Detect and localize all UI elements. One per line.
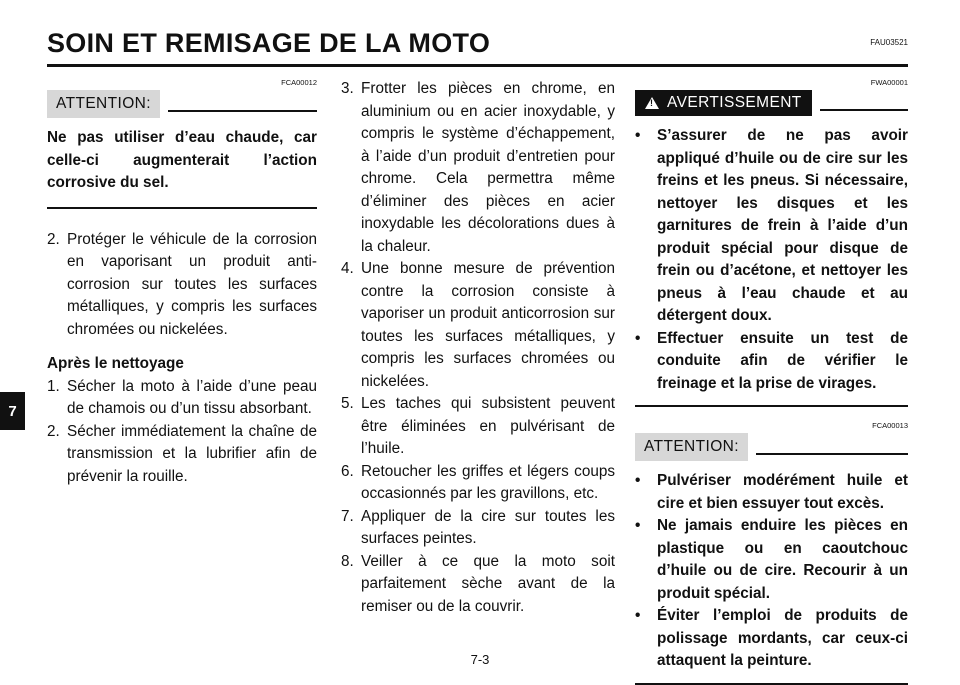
attention-item — [635, 515, 908, 605]
page-title: SOIN ET REMISAGE DE LA MOTO — [47, 28, 491, 58]
warning-code: FWA00001 — [870, 78, 908, 87]
warning-rule — [820, 109, 908, 111]
chapter-tab: 7 — [0, 392, 25, 430]
item-number: 2. — [47, 422, 60, 440]
list-item — [341, 78, 615, 258]
item-text: Protéger le véhicule de la corrosion en vaporisant un produit anti-corrosion sur toutes les surfaces métalliques, y compris les surfaces chromées ou nickelées. — [67, 230, 317, 338]
warning-label: AVERTISSEMENT — [667, 94, 802, 111]
item-number: 6. — [341, 462, 354, 480]
warning-text: S’assurer de ne pas avoir appliqué d’huile ou de cire sur les freins et les pneus. Si nécessaire, nettoyer les disques et les garnitures de frein à l’aide d’un produit spécial pour disque de frein ou d’acétone, et nettoyer les pneus à l’eau chaude et au détergent doux. — [657, 127, 908, 324]
item-text: Appliquer de la cire sur toutes les surfaces peintes. — [361, 507, 615, 547]
list-item — [341, 551, 615, 619]
warning-text: Effectuer ensuite un test de conduite afin de vérifier le freinage et la prise de virages. — [657, 329, 908, 392]
attention-text: Ne jamais enduire les pièces en plastique ou en caoutchouc d’huile ou de cire. Recourir à un produit spécial. — [657, 517, 908, 602]
list-item — [341, 506, 615, 551]
warning-badge — [635, 90, 812, 116]
warning-triangle-icon: ! — [645, 97, 659, 109]
item-number: 7. — [341, 507, 354, 525]
item-number: 8. — [341, 552, 354, 570]
attention-rule — [168, 110, 317, 112]
title-rule — [47, 64, 908, 67]
item-number: 5. — [341, 395, 354, 412]
item-text: Sécher immédiatement la chaîne de transmission et la lubrifier afin de prévenir la rouille. — [67, 422, 317, 485]
item-text: Sécher la moto à l’aide d’une peau de chamois ou d’un tissu absorbant. — [67, 377, 317, 417]
column-1 — [47, 78, 317, 488]
attention-text: Ne pas utiliser d’eau chaude, car celle-ci augmenterait l’action corrosive du sel. — [47, 129, 317, 191]
bullet-icon: • — [635, 607, 641, 624]
item-text: Une bonne mesure de prévention contre la corrosion consiste à vaporiser un produit anticorrosion sur toutes les surfaces métalliques, y compris les surfaces chromées ou nickelées. — [361, 260, 615, 390]
attention-text: Pulvériser modérément huile et cire et bien essuyer tout excès. — [657, 472, 908, 512]
warning-header — [635, 90, 908, 116]
item-number: 3. — [341, 80, 354, 97]
list-item — [341, 393, 615, 461]
column-3 — [635, 78, 908, 685]
list-item — [47, 421, 317, 489]
item-number: 4. — [341, 260, 354, 277]
bullet-icon: • — [635, 127, 641, 144]
warning-item — [635, 125, 908, 328]
section-heading: Après le nettoyage — [47, 355, 184, 372]
warning-item — [635, 328, 908, 396]
item-text: Veiller à ce que la moto soit parfaitement sèche avant de la remiser ou de la couvrir. — [361, 552, 615, 615]
item-text: Frotter les pièces en chrome, en aluminium ou en acier inoxydable, y compris le système d’échappement, à l’aide d’un produit d’entretien pour chrome. Cela permettra même d’éliminer des pièces en acier inoxydable les décolorations dues à la chaleur. — [361, 80, 615, 255]
attention-end-rule — [635, 683, 908, 685]
attention-label: ATTENTION: — [635, 433, 748, 461]
list-item — [47, 229, 317, 342]
attention-label: ATTENTION: — [47, 90, 160, 118]
page-number: 7-3 — [470, 652, 490, 667]
bullet-icon: • — [635, 517, 641, 534]
list-item — [341, 461, 615, 506]
warning-end-rule — [635, 405, 908, 407]
attention-code: FCA00012 — [281, 78, 317, 87]
item-text: Retoucher les griffes et légers coups occasionnés par les gravillons, etc. — [361, 462, 615, 502]
attention-rule — [756, 453, 908, 455]
list-item — [341, 258, 615, 393]
item-number: 2. — [47, 230, 60, 248]
attention-code: FCA00013 — [872, 421, 908, 430]
item-number: 1. — [47, 377, 60, 395]
attention-item — [635, 470, 908, 515]
attention-header — [635, 433, 908, 461]
section-code: FAU03521 — [870, 38, 908, 47]
column-2 — [341, 78, 615, 618]
attention-end-rule — [47, 207, 317, 209]
item-text: Les taches qui subsistent peuvent être éliminées en pulvérisant de l’huile. — [361, 395, 615, 457]
list-item — [47, 376, 317, 421]
attention-header — [47, 90, 317, 118]
bullet-icon: • — [635, 472, 641, 489]
attention-text: Éviter l’emploi de produits de polissage mordants, car ceux-ci attaquent la peinture. — [657, 607, 908, 669]
bullet-icon: • — [635, 329, 641, 347]
